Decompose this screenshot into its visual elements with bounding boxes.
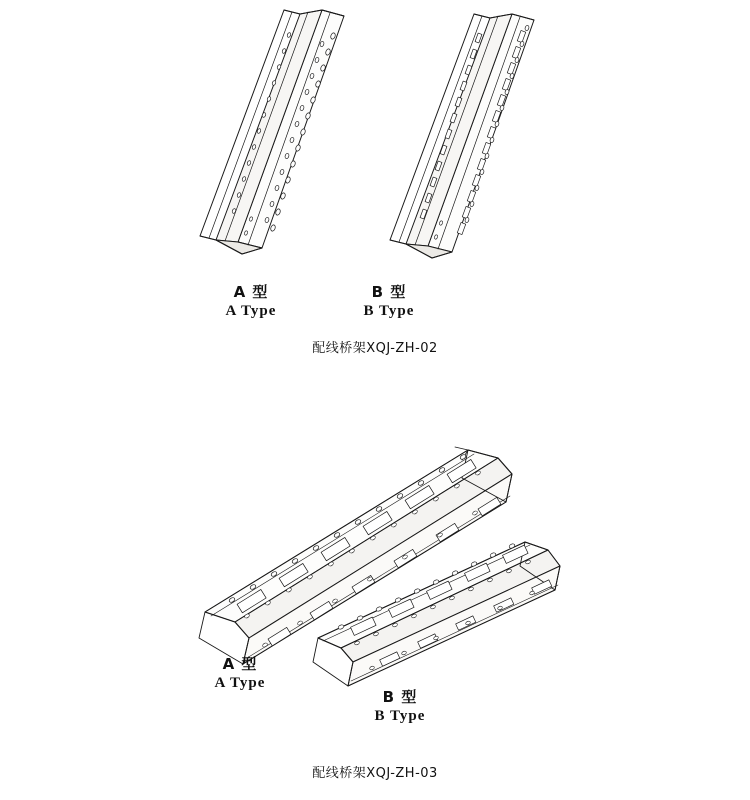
figure-xqj-zh-02 [0, 0, 750, 390]
tray-b-type-zh02 [390, 14, 534, 258]
tray-a-type-zh02 [200, 10, 344, 254]
label-type-b-zh02 [334, 283, 444, 321]
label-cn: A 型 [233, 283, 269, 301]
label-en: A Type [214, 674, 266, 691]
caption-xqj-zh-02: 配线桥架XQJ-ZH-02 [312, 341, 438, 356]
figure-xqj-zh-03 [0, 400, 750, 800]
label-en: A Type [225, 302, 277, 319]
diagram-xqj-zh-02 [0, 0, 750, 300]
label-en: B Type [374, 707, 426, 724]
label-cn: B 型 [382, 688, 418, 706]
caption-xqj-zh-03: 配线桥架XQJ-ZH-03 [312, 766, 438, 781]
label-type-b-zh03 [340, 688, 460, 726]
label-type-a-zh03 [180, 655, 300, 693]
label-type-a-zh02 [196, 283, 306, 321]
label-cn: A 型 [222, 655, 258, 673]
label-cn: B 型 [371, 283, 407, 301]
label-en: B Type [363, 302, 415, 319]
